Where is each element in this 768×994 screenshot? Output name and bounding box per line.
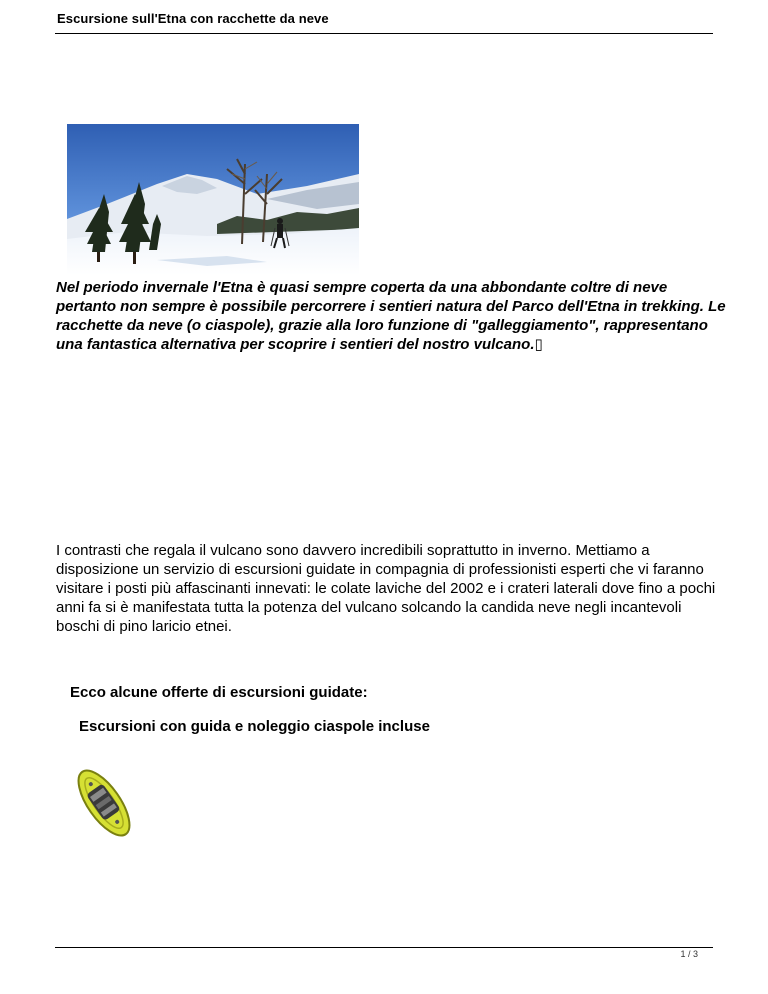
- intro-paragraph: Nel periodo invernale l'Etna è quasi sempre coperta da una abbondante coltre di neve pertanto non sempre è possibile percorrere i sentieri natura del Parco dell'Etna in trekking. Le racchette da neve (o ciaspole), grazie alla loro funzione di "galleggiamento", rappresentano una fantastica alternativa per scoprire i sentieri del nostro vulcano.▯: [56, 279, 726, 353]
- offers-subheading: Escursioni con guida e noleggio ciaspole incluse: [79, 718, 430, 735]
- body-paragraph: I contrasti che regala il vulcano sono davvero incredibili soprattutto in inverno. Mettiamo a disposizione un servizio di escursioni guidate in compagnia di professionisti esperti che vi faranno visitare i posti più affascinanti innevati: le colate laviche del 2002 e i crateri laterali dove fino a pochi anni fa si è manifestata tutta la potenza del vulcano solcando la candida neve negli incantevoli boschi di pino laricio etnei.: [56, 542, 716, 635]
- footer-divider: [55, 947, 713, 948]
- etna-snow-landscape-photo: [67, 124, 359, 275]
- snowshoe-image: [64, 768, 144, 838]
- offers-heading: Ecco alcune offerte di escursioni guidate:: [70, 684, 368, 701]
- header-divider: [55, 33, 713, 34]
- page-number: 1 / 3: [680, 949, 698, 959]
- page-header-title: Escursione sull'Etna con racchette da neve: [57, 11, 329, 26]
